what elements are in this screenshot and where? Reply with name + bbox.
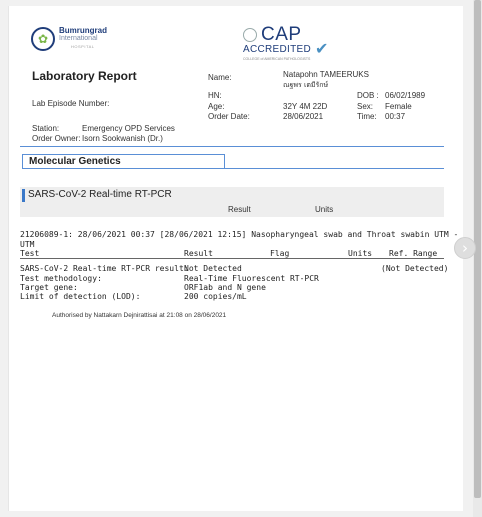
lab-episode-label: Lab Episode Number: [32, 99, 110, 108]
sex-label: Sex: [357, 102, 374, 111]
hospital-sub: International [59, 35, 98, 42]
hn-label: HN: [208, 91, 222, 100]
dob-value: 06/02/1989 [385, 91, 426, 100]
cap-college: COLLEGE of AMERICAN PATHOLOGISTS [243, 57, 311, 61]
table-row-result: 200 copies/mL [184, 292, 247, 301]
panel-units-col: Units [315, 205, 334, 214]
test-panel-header [20, 187, 444, 217]
accredited-text: ACCREDITED [243, 44, 312, 55]
age-label: Age: [208, 102, 225, 111]
table-row-ref: (Not Detected) [381, 264, 449, 273]
table-row-result: ORF1ab and N gene [184, 283, 266, 292]
col-header-result: Result [184, 249, 213, 258]
table-row-test: Test methodology: [20, 274, 102, 283]
cap-text: CAP [261, 24, 302, 45]
specimen-line-2: UTM [20, 240, 35, 249]
test-panel-title: SARS-CoV-2 Real-time RT-PCR [28, 189, 172, 200]
section-underline [225, 168, 444, 169]
cap-accredited-logo [243, 26, 363, 62]
sex-value: Female [385, 102, 412, 111]
authorised-by: Authorised by Nattakarn Dejnirattisai at 21:08 on 28/06/2021 [52, 312, 227, 319]
panel-result-col: Result [228, 205, 251, 214]
table-row-test: Limit of detection (LOD): [20, 292, 141, 301]
molecular-section-title: Molecular Genetics [29, 156, 121, 167]
table-row-result: Real-Time Fluorescent RT-PCR [184, 274, 319, 283]
order-owner-value: Isorn Sookwanish (Dr.) [82, 134, 163, 143]
name-label: Name: [208, 73, 232, 82]
table-row-test: Target gene: [20, 283, 78, 292]
next-page-button[interactable] [454, 237, 476, 259]
col-header-test: Test [20, 249, 40, 258]
globe-icon [243, 28, 257, 42]
panel-accent [22, 189, 25, 202]
col-header-units: Units [348, 249, 373, 258]
scrollbar[interactable] [473, 0, 482, 517]
station-value: Emergency OPD Services [82, 124, 175, 133]
col-header-ref: Ref. Range [389, 249, 438, 258]
time-label: Time: [357, 112, 377, 121]
chevron-right-icon: › [462, 239, 468, 257]
molecular-section-box [22, 154, 225, 169]
hospital-sub2: HOSPITAL [71, 44, 95, 49]
patient-name-thai: ณฐพร เตมีรักษ์ [283, 81, 329, 89]
hospital-logo [31, 24, 141, 54]
dob-label: DOB : [357, 91, 379, 100]
hospital-emblem-icon: ✿ [31, 27, 55, 51]
hospital-name: Bumrungrad [59, 26, 107, 35]
patient-name: Natapohn TAMEERUKS [283, 70, 369, 79]
specimen-line-1: 21206089-1: 28/06/2021 00:37 [28/06/2021 12:15] Nasopharyngeal swab and Throat swabin UTM - [20, 230, 459, 239]
report-title: Laboratory Report [32, 69, 137, 83]
order-owner-label: Order Owner: [32, 134, 81, 143]
station-label: Station: [32, 124, 60, 133]
order-date-label: Order Date: [208, 112, 250, 121]
order-date-value: 28/06/2021 [283, 112, 324, 121]
col-header-flag: Flag [270, 249, 290, 258]
table-row-result: Not Detected [184, 264, 242, 273]
table-header-divider [20, 258, 444, 259]
table-row-test: SARS-CoV-2 Real-time RT-PCR result: [20, 264, 189, 273]
age-value: 32Y 4M 22D [283, 102, 328, 111]
header-divider [20, 146, 444, 147]
time-value: 00:37 [385, 112, 406, 121]
check-icon: ✔ [315, 39, 329, 58]
